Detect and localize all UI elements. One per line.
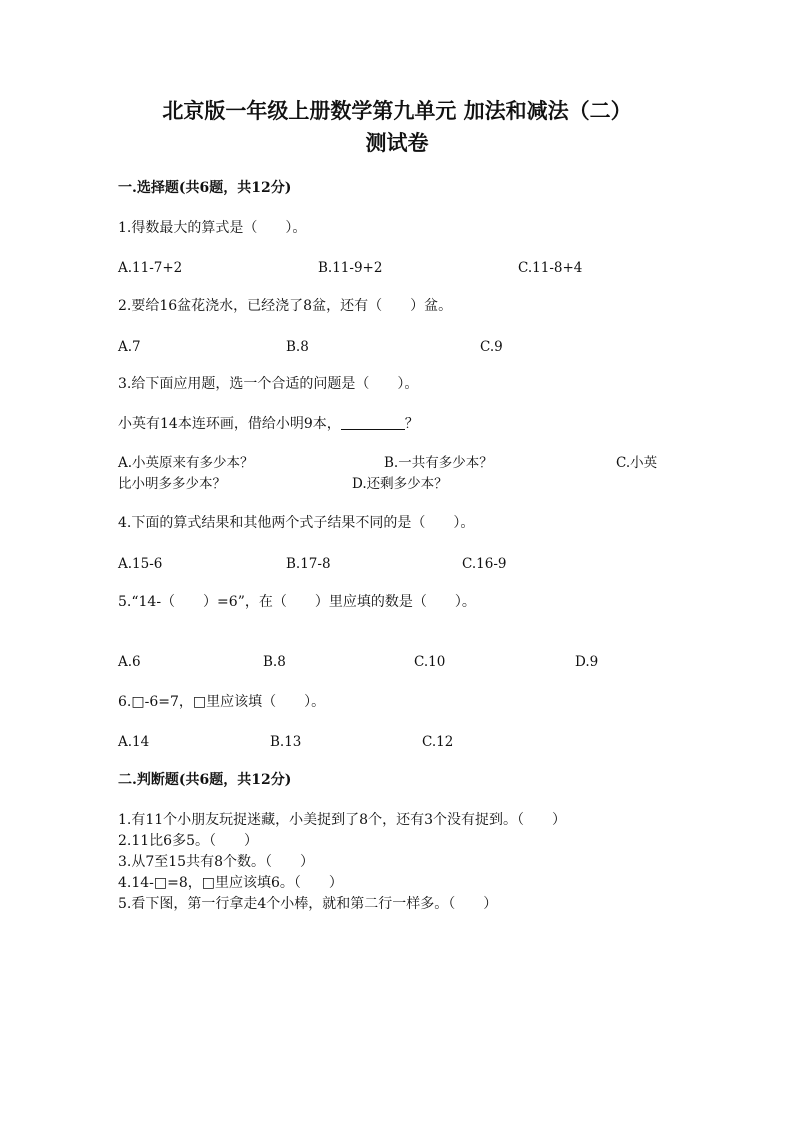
judgement-item-4: 4.14-□=8，□里应该填6。（ ） <box>118 875 343 891</box>
section-heading-choice: 一.选择题(共6题，共12分) <box>118 180 292 196</box>
q4-option-a: A.15-6 <box>118 556 163 572</box>
q2-option-c: C.9 <box>480 339 503 355</box>
q6-option-b: B.13 <box>270 734 302 750</box>
question-2: 2.要给16盆花浇水，已经浇了8盆，还有（ ）盆。 <box>118 298 453 314</box>
question-5: 5.“14-（ ）=6”，在（ ）里应填的数是（ ）。 <box>118 594 476 610</box>
question-4: 4.下面的算式结果和其他两个式子结果不同的是（ ）。 <box>118 515 475 531</box>
judgement-item-5: 5.看下图，第一行拿走4个小棒，就和第二行一样多。（ ） <box>118 896 498 912</box>
q3-stem-mark: ？ <box>404 416 419 432</box>
q3-option-b: B.一共有多少本？ <box>384 455 493 471</box>
q4-option-b: B.17-8 <box>286 556 331 572</box>
question-3: 3.给下面应用题，选一个合适的问题是（ ）。 <box>118 376 419 392</box>
judgement-item-3: 3.从7至15共有8个数。（ ） <box>118 854 314 870</box>
question-6: 6.□-6=7，□里应该填（ ）。 <box>118 694 326 710</box>
q5-option-d: D.9 <box>575 654 599 670</box>
question-3-stem <box>118 414 419 434</box>
page-title-line2: 测试卷 <box>365 130 429 155</box>
q3-option-c: C.小英 <box>616 455 658 471</box>
q3-option-c-cont: 比小明多多少本？ <box>118 476 226 492</box>
q6-option-a: A.14 <box>118 734 150 750</box>
q5-option-c: C.10 <box>414 654 446 670</box>
q5-option-a: A.6 <box>118 654 141 670</box>
page-title: 北京版一年级上册数学第九单元 加法和减法（二） <box>162 98 632 123</box>
q5-option-b: B.8 <box>263 654 286 670</box>
q3-option-d: D.还剩多少本？ <box>352 476 448 492</box>
judgement-item-1: 1.有11个小朋友玩捉迷藏，小美捉到了8个，还有3个没有捉到。（ ） <box>118 812 566 828</box>
answer-blank <box>341 415 405 430</box>
q3-stem-text: 小英有14本连环画，借给小明9本， <box>118 416 341 432</box>
q4-option-c: C.16-9 <box>462 556 507 572</box>
q1-option-b: B.11-9+2 <box>318 260 383 276</box>
question-1: 1.得数最大的算式是（ ）。 <box>118 220 307 236</box>
q2-option-b: B.8 <box>286 339 309 355</box>
q1-option-c: C.11-8+4 <box>518 260 583 276</box>
q2-option-a: A.7 <box>118 339 141 355</box>
section-heading-judgement: 二.判断题(共6题，共12分) <box>118 772 292 788</box>
q3-option-a: A.小英原来有多少本？ <box>118 455 254 471</box>
q6-option-c: C.12 <box>422 734 454 750</box>
q1-option-a: A.11-7+2 <box>118 260 183 276</box>
judgement-item-2: 2.11比6多5。（ ） <box>118 833 258 849</box>
